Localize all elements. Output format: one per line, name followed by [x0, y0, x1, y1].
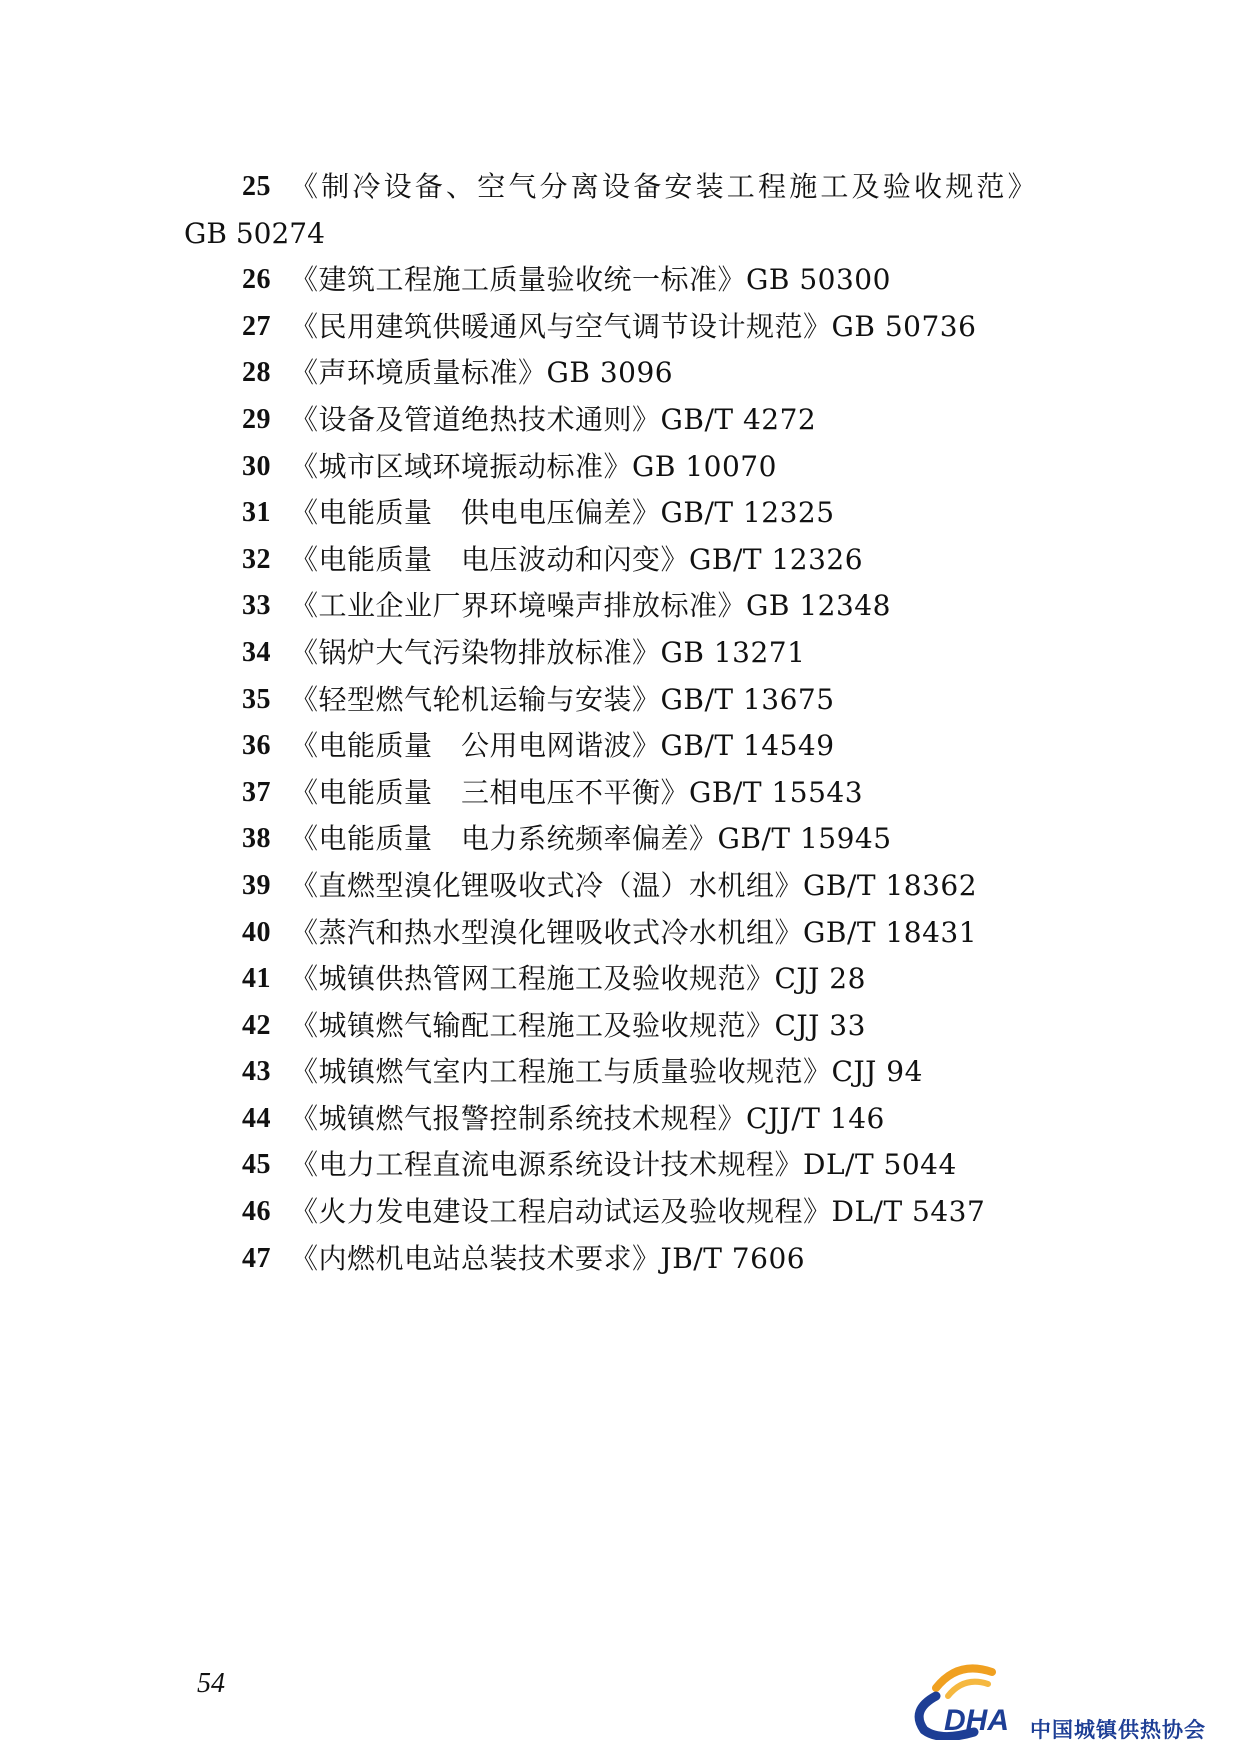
item-number: 29: [242, 403, 271, 435]
list-item: [0, 1142, 1240, 1189]
item-number: 42: [242, 1009, 271, 1041]
list-item: [0, 164, 1240, 211]
item-text: 《电能质量 公用电网谐波》GB/T 14549: [290, 729, 835, 763]
list-item-continuation: [0, 211, 1240, 258]
item-number: 44: [242, 1102, 271, 1134]
item-number: 43: [242, 1056, 271, 1088]
page-number: 54: [197, 1668, 225, 1699]
item-text: 《工业企业厂界环境噪声排放标准》GB 12348: [290, 589, 891, 623]
item-text: 《火力发电建设工程启动试运及验收规程》DL/T 5437: [290, 1195, 986, 1229]
item-number: 27: [242, 310, 271, 342]
item-code: GB 50274: [184, 216, 325, 250]
item-text: 《设备及管道绝热技术通则》GB/T 4272: [290, 402, 817, 436]
list-item: [0, 1189, 1240, 1236]
list-item: [0, 723, 1240, 770]
item-number: 34: [242, 636, 271, 668]
item-number: 30: [242, 450, 271, 482]
item-number: 25: [242, 171, 271, 202]
item-number: 38: [242, 823, 271, 855]
list-item: [0, 350, 1240, 397]
list-item: [0, 630, 1240, 677]
item-number: 36: [242, 730, 271, 762]
list-item: [0, 1236, 1240, 1283]
svg-text:DHA: DHA: [944, 1704, 1009, 1737]
item-text: 《电能质量 电力系统频率偏差》GB/T 15945: [290, 822, 892, 856]
list-item: [0, 397, 1240, 444]
item-text: 《城镇供热管网工程施工及验收规范》CJJ 28: [290, 962, 866, 996]
list-item: [0, 956, 1240, 1003]
item-text: 《电能质量 电压波动和闪变》GB/T 12326: [290, 542, 864, 576]
list-item: [0, 304, 1240, 351]
item-text: 《电能质量 三相电压不平衡》GB/T 15543: [290, 775, 864, 809]
list-item: [0, 770, 1240, 817]
item-text: 《城镇燃气输配工程施工及验收规范》CJJ 33: [290, 1008, 866, 1042]
item-text: 《声环境质量标准》GB 3096: [290, 356, 674, 390]
item-text: 《电力工程直流电源系统设计技术规程》DL/T 5044: [290, 1148, 957, 1182]
item-number: 47: [242, 1242, 271, 1274]
list-item: [0, 490, 1240, 537]
standards-list: [0, 164, 1240, 1282]
list-item: [0, 677, 1240, 724]
item-number: 33: [242, 590, 271, 622]
list-item: [0, 257, 1240, 304]
list-item: [0, 1096, 1240, 1143]
item-text: 《城市区域环境振动标准》GB 10070: [290, 449, 777, 483]
item-text: 《电能质量 供电电压偏差》GB/T 12325: [290, 496, 835, 530]
list-item: [0, 444, 1240, 491]
item-number: 45: [242, 1149, 271, 1181]
item-text: 《蒸汽和热水型溴化锂吸收式冷水机组》GB/T 18431: [290, 915, 978, 949]
list-item: [0, 537, 1240, 584]
item-number: 31: [242, 497, 271, 529]
item-text: 《建筑工程施工质量验收统一标准》GB 50300: [290, 263, 891, 297]
list-item: [0, 816, 1240, 863]
item-number: 40: [242, 916, 271, 948]
item-text: 《内燃机电站总装技术要求》JB/T 7606: [290, 1241, 806, 1275]
list-item: [0, 583, 1240, 630]
item-number: 37: [242, 776, 271, 808]
item-text: 《轻型燃气轮机运输与安装》GB/T 13675: [290, 682, 835, 716]
item-number: 32: [242, 543, 271, 575]
item-text: 《城镇燃气报警控制系统技术规程》CJJ/T 146: [290, 1101, 885, 1135]
item-number: 46: [242, 1196, 271, 1228]
item-number: 39: [242, 869, 271, 901]
logo-text: 中国城镇供热协会: [1030, 1718, 1206, 1742]
item-text: 《锅炉大气污染物排放标准》GB 13271: [290, 635, 806, 669]
item-text: 《直燃型溴化锂吸收式冷（温）水机组》GB/T 18362: [290, 868, 978, 902]
item-text: 《制冷设备、空气分离设备安装工程施工及验收规范》: [290, 170, 1039, 203]
list-item: [0, 1049, 1240, 1096]
item-text: 《城镇燃气室内工程施工与质量验收规范》CJJ 94: [290, 1055, 923, 1089]
item-number: 41: [242, 963, 271, 995]
item-number: 26: [242, 264, 271, 296]
item-number: 28: [242, 357, 271, 389]
list-item: [0, 1003, 1240, 1050]
list-item: [0, 863, 1240, 910]
item-number: 35: [242, 683, 271, 715]
list-item: [0, 910, 1240, 957]
item-text: 《民用建筑供暖通风与空气调节设计规范》GB 50736: [290, 309, 977, 343]
